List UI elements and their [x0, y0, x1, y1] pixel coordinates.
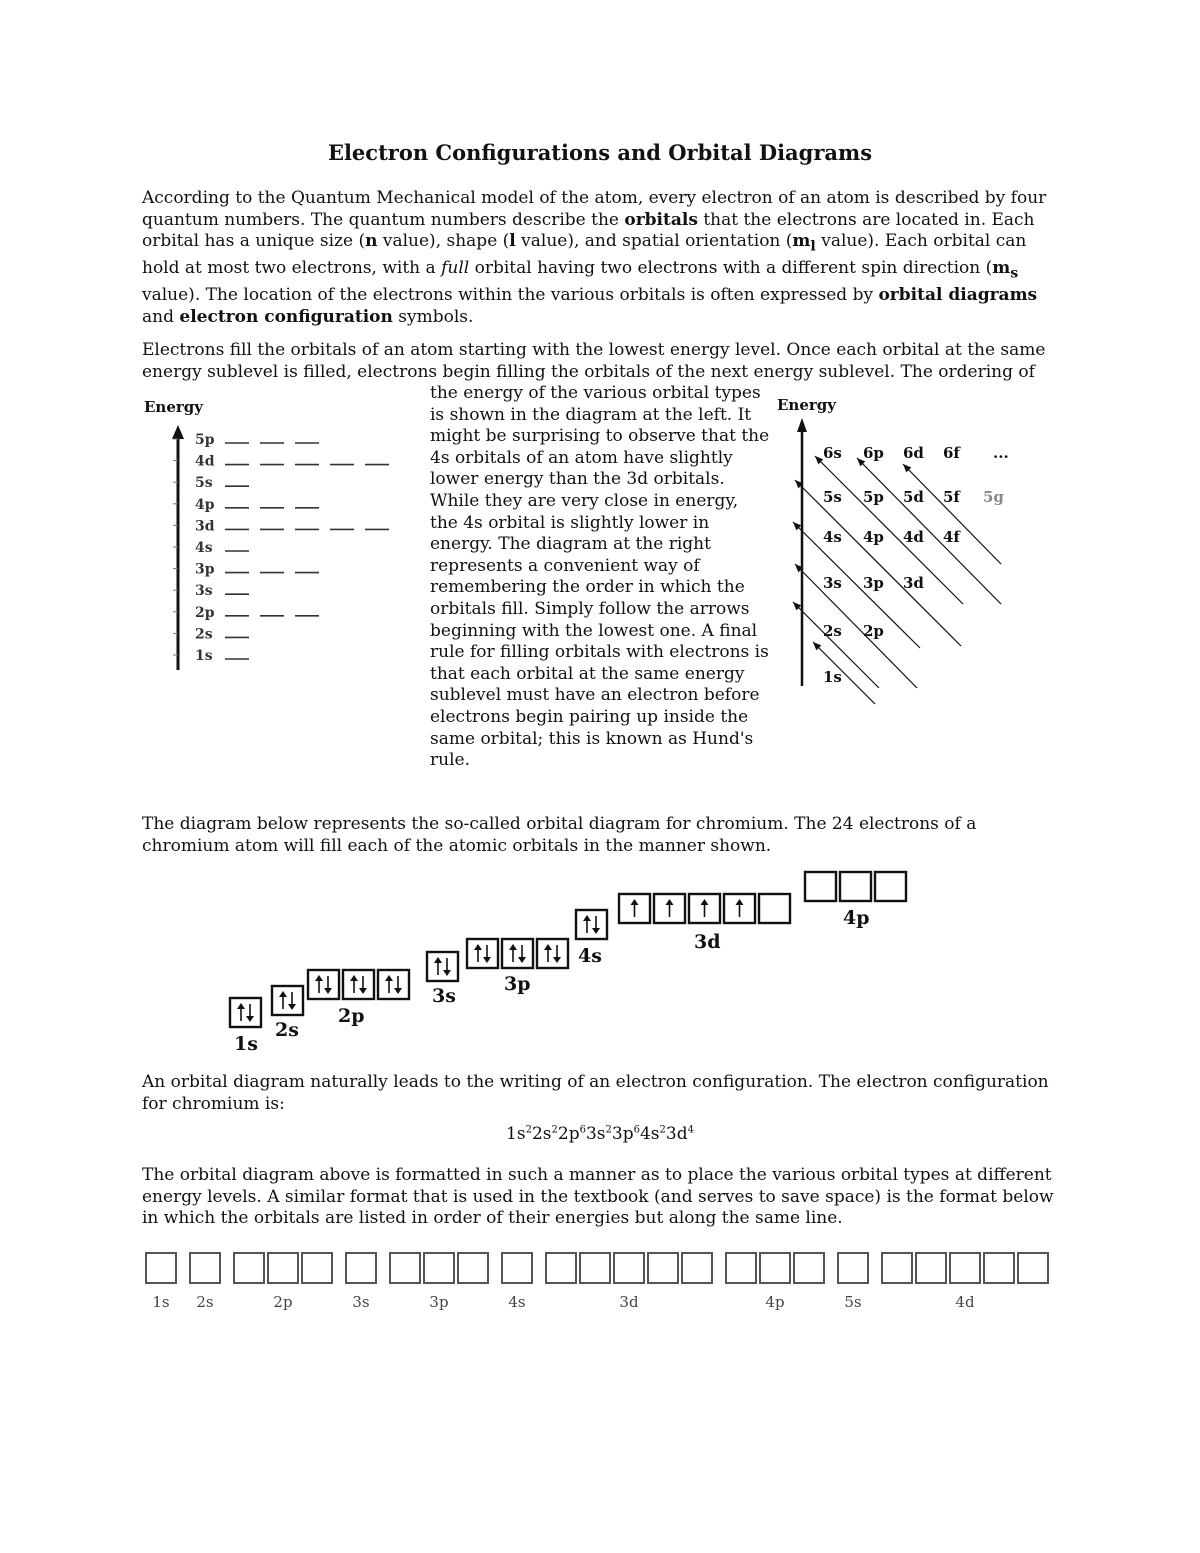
orbital-label-3s: 3s	[432, 985, 456, 1007]
filling-label-6d: 6d	[903, 444, 924, 462]
empty-orbital-box-2p	[234, 1253, 264, 1283]
empty-orbital-box-3d	[546, 1253, 576, 1283]
empty-orbital-box-4d	[882, 1253, 912, 1283]
orbital-box-4p	[875, 872, 906, 901]
energy-axis-label: Energy	[144, 398, 203, 416]
orbital-label-3d: 3d	[694, 931, 721, 953]
orbital-box-2s	[272, 986, 303, 1015]
config-count-4s: 2	[659, 1124, 666, 1136]
filling-label-2p: 2p	[863, 622, 884, 640]
filling-label-5s: 5s	[823, 488, 842, 506]
linear-label-2p: 2p	[273, 1293, 293, 1311]
empty-orbital-box-2p	[302, 1253, 332, 1283]
filling-axis-arrow	[797, 418, 807, 432]
filling-label-4s: 4s	[823, 528, 842, 546]
energy-level-label-2s: 2s	[195, 626, 213, 643]
energy-level-label-1s: 1s	[195, 648, 213, 664]
orbital-label-4s: 4s	[578, 945, 602, 967]
energy-level-diagram	[140, 395, 410, 680]
filling-order-diagram	[775, 392, 1055, 712]
linear-orbital-diagram	[140, 1245, 1060, 1320]
empty-orbital-box-3d	[580, 1253, 610, 1283]
config-orbital-3p: 3p	[611, 1124, 634, 1144]
energy-level-label-2p: 2p	[195, 604, 215, 621]
textbook-format-paragraph: The orbital diagram above is formatted in such a manner as to place the various orbital types at different energy levels. A similar format that is used in the textbook (and serves to save space) is the format below in which the orbitals are listed in order of their energies but along the same line.	[142, 1165, 1054, 1229]
filling-label-3d: 3d	[903, 574, 924, 592]
empty-orbital-box-2s	[190, 1253, 220, 1283]
energy-level-label-4p: 4p	[195, 496, 215, 513]
config-count-1s: 2	[525, 1124, 532, 1136]
empty-orbital-box-4s	[502, 1253, 532, 1283]
config-orbital-3d: 3d	[665, 1124, 688, 1144]
config-count-2p: 6	[579, 1124, 586, 1136]
empty-orbital-box-3p	[390, 1253, 420, 1283]
config-orbital-2p: 2p	[557, 1124, 580, 1144]
config-count-3p: 6	[633, 1124, 640, 1136]
linear-label-4s: 4s	[508, 1293, 526, 1311]
orbital-label-4p: 4p	[843, 907, 870, 929]
energy-level-label-3p: 3p	[195, 561, 215, 578]
empty-orbital-box-5s	[838, 1253, 868, 1283]
empty-orbital-box-4p	[760, 1253, 790, 1283]
intro-paragraph: According to the Quantum Mechanical model of the atom, every electron of an atom is described by four quantum numbers. The quantum numbers describe the orbitals that the electrons are located in. Each orbital has a unique size (n value), shape (l value), and spatial orientation ($m_l$ value). Each orbital can hold at most two electrons, with a full orbital having two electrons with a different spin direction ($m_s$ value). The location of the electrons within the various orbitals is often expressed by orbital diagrams and electron configuration symbols.	[142, 188, 1047, 327]
empty-orbital-box-4p	[726, 1253, 756, 1283]
filling-order-paragraph: Electrons fill the orbitals of an atom starting with the lowest energy level. Once each orbital at the same energy sublevel is filled, electrons begin filling the orbitals of the next energy sublevel. The ordering of	[142, 340, 1046, 382]
filling-label-4d: 4d	[903, 528, 924, 546]
filling-label-5d: 5d	[903, 488, 924, 506]
orbital-box-3p	[537, 939, 568, 968]
energy-level-label-3d: 3d	[195, 518, 215, 535]
filling-label-5p: 5p	[863, 488, 884, 506]
filling-label-3p: 3p	[863, 574, 884, 592]
empty-orbital-box-1s	[146, 1253, 176, 1283]
orbital-label-2s: 2s	[275, 1019, 299, 1041]
empty-orbital-box-4d	[1018, 1253, 1048, 1283]
orbital-label-2p: 2p	[338, 1005, 365, 1027]
hunds-rule-paragraph: the energy of the various orbital types is shown in the diagram at the left. It might be surprising to observe that the 4s orbitals of an atom have slightly lower energy than the 3d orbitals. While they are very close in energy, the 4s orbital is slightly lower in energy. The diagram at the right represents a convenient way of remembering the order in which the orbitals fill. Simply follow the arrows beginning with the lowest one. A final rule for filling orbitals with electrons is that each orbital at the same energy sublevel must have an electron before electrons begin pairing up inside the same orbital; this is known as Hund's rule.	[430, 383, 770, 771]
orbital-box-3p	[467, 939, 498, 968]
energy-level-label-4d: 4d	[195, 453, 215, 470]
filling-label-5f: 5f	[943, 488, 960, 506]
linear-label-5s: 5s	[844, 1293, 862, 1311]
filling-label-6p: 6p	[863, 444, 884, 462]
orbital-box-3d	[759, 894, 790, 923]
linear-label-3d: 3d	[619, 1293, 639, 1311]
filling-label-2s: 2s	[823, 622, 842, 640]
filling-label-6f: 6f	[943, 444, 960, 462]
empty-orbital-box-3p	[424, 1253, 454, 1283]
config-count-3d: 4	[687, 1124, 694, 1136]
empty-orbital-box-2p	[268, 1253, 298, 1283]
energy-axis-arrow	[172, 425, 184, 439]
empty-orbital-box-4d	[916, 1253, 946, 1283]
linear-label-2s: 2s	[196, 1293, 214, 1311]
orbital-box-4s	[576, 910, 607, 939]
config-count-2s: 2	[551, 1124, 558, 1136]
filling-label-4f: 4f	[943, 528, 960, 546]
config-count-3s: 2	[605, 1124, 612, 1136]
orbital-label-1s: 1s	[234, 1033, 258, 1055]
filling-axis-label: Energy	[777, 396, 836, 414]
orbital-label-3p: 3p	[504, 973, 531, 995]
page-title: Electron Configurations and Orbital Diagrams	[327, 140, 873, 165]
config-orbital-2s: 2s	[531, 1124, 552, 1144]
orbital-box-2p	[378, 970, 409, 999]
empty-orbital-box-3s	[346, 1253, 376, 1283]
empty-orbital-box-4d	[984, 1253, 1014, 1283]
orbital-box-4p	[840, 872, 871, 901]
energy-level-label-5s: 5s	[195, 475, 213, 492]
filling-diagonal-arrow	[795, 564, 917, 688]
orbital-box-3p	[502, 939, 533, 968]
orbital-box-2p	[343, 970, 374, 999]
linear-label-4p: 4p	[765, 1293, 785, 1311]
empty-orbital-box-4p	[794, 1253, 824, 1283]
empty-orbital-box-3p	[458, 1253, 488, 1283]
empty-orbital-box-3d	[682, 1253, 712, 1283]
filling-label-5g: 5g	[983, 488, 1004, 506]
linear-label-4d: 4d	[955, 1293, 975, 1311]
linear-label-3p: 3p	[429, 1293, 449, 1311]
orbital-box-1s	[230, 998, 261, 1027]
orbital-box-4p	[805, 872, 836, 901]
config-orbital-4s: 4s	[639, 1124, 660, 1144]
chromium-electron-configuration	[0, 1124, 1200, 1144]
filling-label-ellipsis: ...	[993, 444, 1009, 462]
energy-level-label-3s: 3s	[195, 583, 213, 600]
orbital-box-2p	[308, 970, 339, 999]
filling-diagonal-arrow	[903, 464, 1001, 564]
chromium-intro-paragraph: The diagram below represents the so-called orbital diagram for chromium. The 24 electrons of a chromium atom will fill each of the atomic orbitals in the manner shown.	[142, 814, 977, 856]
chromium-orbital-diagram	[220, 862, 920, 1062]
filling-label-4p: 4p	[863, 528, 884, 546]
linear-label-1s: 1s	[152, 1293, 170, 1311]
energy-level-label-5p: 5p	[195, 432, 215, 448]
configuration-intro-paragraph: An orbital diagram naturally leads to the writing of an electron configuration. The electron configuration for chromium is:	[142, 1072, 1049, 1114]
empty-orbital-box-4d	[950, 1253, 980, 1283]
empty-orbital-box-3d	[614, 1253, 644, 1283]
filling-label-3s: 3s	[823, 574, 842, 592]
empty-orbital-box-3d	[648, 1253, 678, 1283]
filling-label-1s: 1s	[823, 668, 842, 686]
filling-label-6s: 6s	[823, 444, 842, 462]
energy-level-label-4s: 4s	[195, 540, 213, 556]
config-orbital-3s: 3s	[585, 1124, 606, 1144]
config-orbital-1s: 1s	[506, 1124, 526, 1144]
linear-label-3s: 3s	[352, 1293, 370, 1311]
orbital-box-3s	[427, 952, 458, 981]
